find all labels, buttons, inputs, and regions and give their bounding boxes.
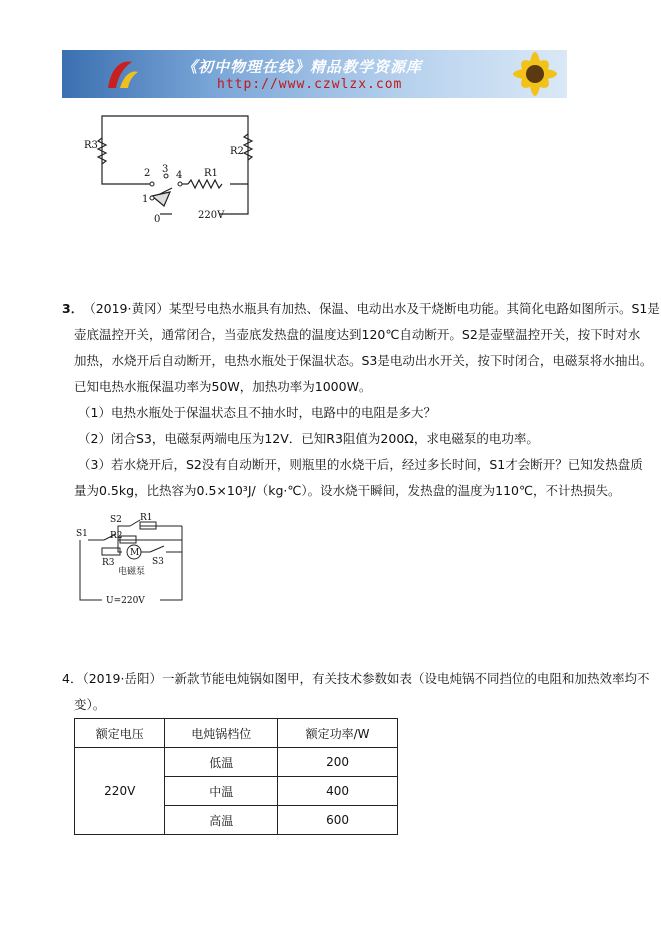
- cell-power: 400: [278, 777, 398, 806]
- cell-power: 600: [278, 806, 398, 835]
- label-pump: 电磁泵: [118, 567, 146, 577]
- label-s1: S1: [76, 529, 88, 539]
- terminal-4: 4: [176, 170, 183, 181]
- terminal-2: 2: [144, 168, 151, 179]
- cell-level: 低温: [165, 748, 278, 777]
- q3-number: 3．: [62, 301, 84, 316]
- label-r1: R1: [140, 513, 153, 523]
- logo-icon: [102, 54, 142, 94]
- q3-sub-3a: （3）若水烧开后，S2没有自动断开，则瓶里的水烧干后，经过多长时间，S1才会断开？已知发热盘质: [78, 457, 643, 472]
- terminal-3: 3: [162, 164, 169, 175]
- q3-sub-1: （1）电热水瓶处于保温状态且不抽水时，电路中的电阻是多大？: [78, 405, 436, 420]
- cell-level: 高温: [165, 806, 278, 835]
- cell-voltage: 220V: [75, 748, 165, 835]
- cell-power: 200: [278, 748, 398, 777]
- cell-level: 中温: [165, 777, 278, 806]
- table-row: [75, 748, 398, 777]
- resistor-r1: [188, 180, 222, 188]
- label-r3: R3: [102, 558, 115, 568]
- terminal-1: 1: [142, 194, 149, 205]
- q3-line-3: 加热，水烧开后自动断开，电热水瓶处于保温状态。S3是电动出水开关，按下时闭合，电磁泵将水抽出。: [74, 353, 653, 368]
- circuit-diagram-2: [74, 510, 194, 610]
- terminal-0: 0: [154, 214, 161, 225]
- table-header-row: [75, 719, 398, 748]
- label-r1: R1: [204, 168, 218, 179]
- q3-line-1: （2019·黄冈）某型号电热水瓶具有加热、保温、电动出水及干烧断电功能。其简化电路如图所示。S1是: [83, 301, 660, 316]
- banner-title: 《初中物理在线》精品教学资源库: [182, 58, 423, 76]
- spec-table: [74, 718, 398, 835]
- q3-sub-3b: 量为0.5kg，比热容为0.5×10³J/（kg·℃）。设水烧干瞬间，发热盘的温度为110℃，不计热损失。: [74, 483, 621, 498]
- label-voltage: 220V: [198, 210, 225, 221]
- label-r3: R3: [84, 140, 98, 151]
- header-level: 电炖锅档位: [165, 719, 278, 748]
- q3-line-2: 壶底温控开关，通常闭合，当壶底发热盘的温度达到120℃自动断开。S2是壶壁温控开关，按下时对水: [74, 327, 641, 342]
- label-r2: R2: [110, 531, 123, 541]
- header-voltage: 额定电压: [75, 719, 165, 748]
- label-m: M: [130, 548, 140, 558]
- q4-line-1: 4．（2019·岳阳）一新款节能电炖锅如图甲，有关技术参数如表（设电炖锅不同挡位的电阻和加热效率均不: [62, 671, 650, 686]
- circuit-diagram-1: [80, 110, 280, 230]
- header-power: 额定功率/W: [278, 719, 398, 748]
- label-s2: S2: [110, 515, 122, 525]
- label-r2: R2: [230, 146, 244, 157]
- sunflower-icon: [487, 50, 567, 98]
- q4-line-2: 变）。: [74, 697, 106, 712]
- label-s3: S3: [152, 557, 164, 567]
- banner-url: http://www.czwlzx.com: [217, 77, 403, 92]
- q3-sub-2: （2）闭合S3，电磁泵两端电压为12V．已知R3阻值为200Ω，求电磁泵的电功率。: [78, 431, 539, 446]
- header-banner: [62, 50, 567, 98]
- label-voltage: U=220V: [106, 596, 145, 606]
- q3-line-4: 已知电热水瓶保温功率为50W，加热功率为1000W。: [74, 379, 372, 394]
